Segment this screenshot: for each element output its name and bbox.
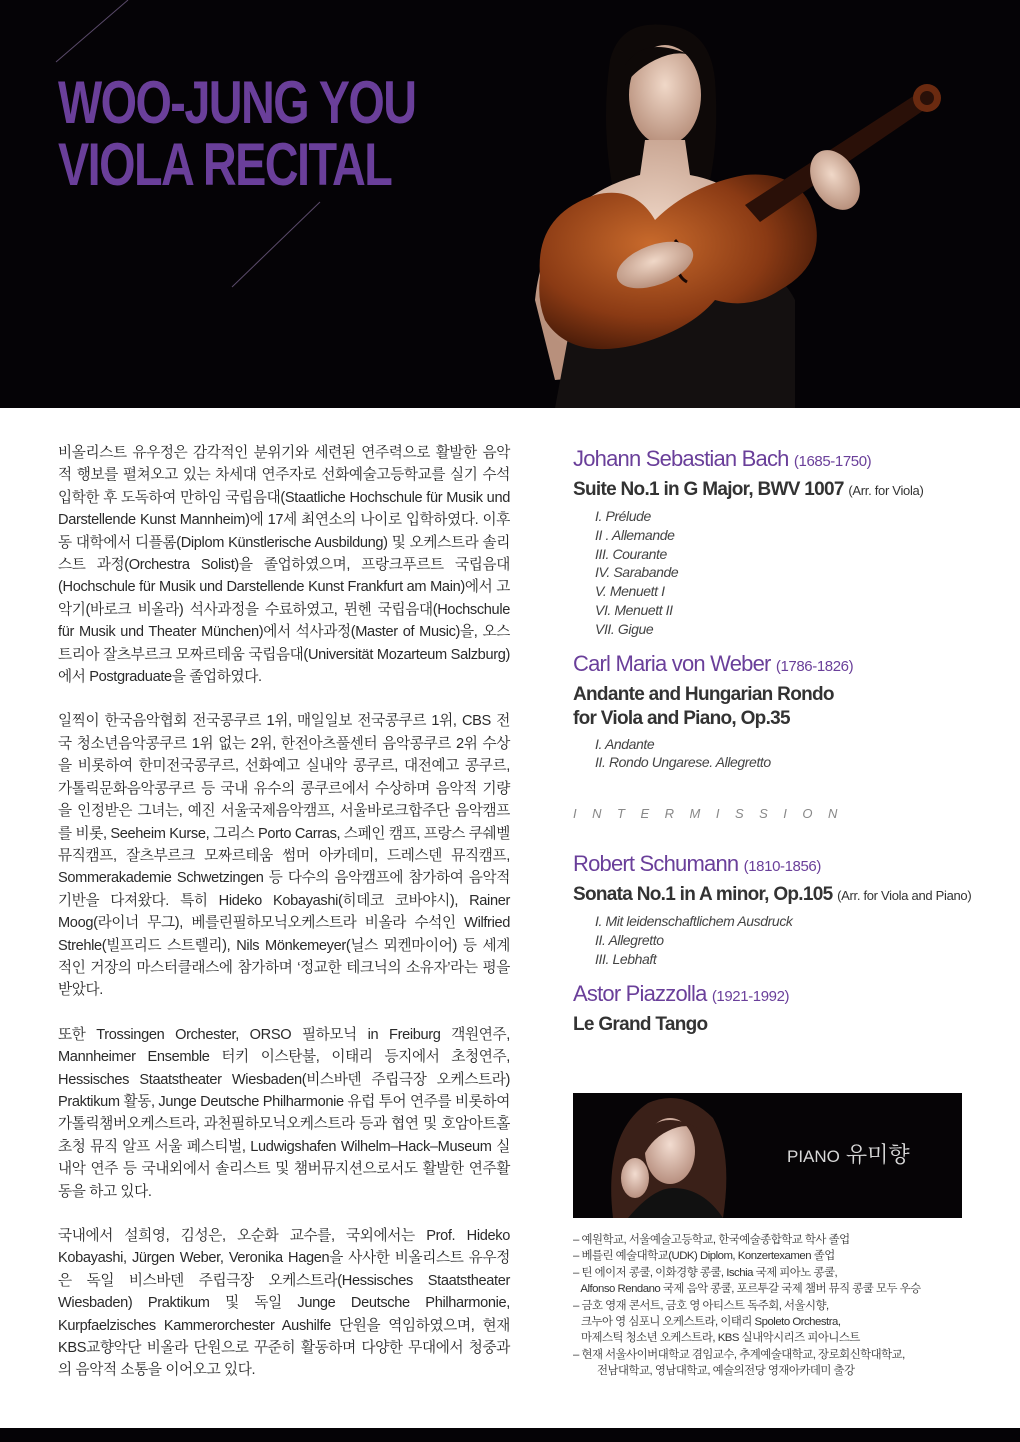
bio-paragraph: 또한 Trossingen Orchester, ORSO 필하모닉 in Freiburg 객원연주, Mannheimer Ensemble 터키 이스탄불, 이태리 등지에서 초청연주, Hessisches Staatstheater Wiesbaden(비스바덴 주립극장 오케스트라) Praktikum 활동, Junge Deutsche Philharmonie 유럽 투어 연주를 비롯하여 가톨릭챔버오케스트라, 과천필하모닉오케스트라 등과 협연 및 호암아트홀 초청 뮤직 알프 서울 페스티벌, Ludwigshafen Wilhelm–Hack–Museum 실내악 연주 등 국내외에서 솔리스트 및 챔버뮤지션으로서도 활발한 연주활동을 하고 있다. xyxy=(58,1026,510,1200)
pianist-credits xyxy=(573,1232,993,1380)
composer-years: (1786-1826) xyxy=(775,657,854,675)
decorative-lines xyxy=(0,0,400,408)
program-item-weber xyxy=(573,651,993,773)
biography xyxy=(58,442,510,1404)
credit-line: – 현재 서울사이버대학교 겸임교수, 추계예술대학교, 장로회신학대학교, xyxy=(573,1348,905,1361)
movement-list xyxy=(595,507,993,639)
violist-photo xyxy=(515,0,1020,408)
work-label: Suite No.1 in G Major, BWV 1007 xyxy=(573,479,844,500)
pianist-role: PIANO xyxy=(787,1147,840,1166)
intermission-label: INTERMISSION xyxy=(573,806,853,822)
movement: II. Rondo Ungarese. Allegretto xyxy=(595,754,771,771)
credit-line: – 예원학교, 서울예술고등학교, 한국예술종합학교 학사 졸업 xyxy=(573,1234,850,1246)
movement: I. Prélude xyxy=(595,508,651,524)
composer-label: Astor Piazzolla xyxy=(573,980,707,1006)
movement: II . Allemande xyxy=(595,526,675,543)
movement: II. Allegretto xyxy=(595,931,664,948)
credit-line: 마제스틱 청소년 오케스트라, KBS 실내악시리즈 피아니스트 xyxy=(573,1332,860,1345)
pianist-banner xyxy=(573,1093,962,1218)
pianist-name-label: 유미향 xyxy=(845,1142,910,1167)
credit-line: 전남대학교, 영남대학교, 예술의전당 영재아카데미 출강 xyxy=(573,1365,855,1378)
footer-bar xyxy=(0,1428,1020,1442)
arrangement-note: (Arr. for Viola and Piano) xyxy=(837,888,972,904)
composer-name xyxy=(573,446,993,472)
arrangement-note: (Arr. for Viola) xyxy=(848,483,924,498)
credit-line: Alfonso Rendano 국제 음악 콩쿨, 포르투갈 국제 챔버 뮤직 콩쿨 모두 우승 xyxy=(573,1283,921,1296)
program-item-schumann xyxy=(573,851,993,968)
work-title xyxy=(573,1013,993,1037)
credit-line: – 베를린 예술대학교(UDK) Diplom, Konzertexamen 졸업 xyxy=(573,1250,835,1263)
movement-list xyxy=(595,735,993,773)
bio-paragraph: 일찍이 한국음악협회 전국콩쿠르 1위, 매일일보 전국콩쿠르 1위, CBS 전국 청소년음악콩쿠르 1위 없는 2위, 한전아츠풀센터 음악콩쿠르 2위 수상을 비롯하여 한미전국콩쿠르, 선화예고 실내악 콩쿠르, 대전예고 콩쿠르, 가톨릭문화음악콩쿠르 등 국내 유수의 콩쿠르에서 수상하며 음악적 기량을 인정받은 그녀는, 예진 서울국제음악캠프, 서울바로크합주단 음악캠프를 비롯, Seeheim Kurse, 그리스 Porto Carras, 스페인 캠프, 프랑스 쿠쉐벨 뮤직캠프, 잘츠부르크 모짜르테움 썸머 아카데미, 드레스덴 뮤직캠프, Sommerakademie Schwetzingen 등 다수의 음악캠프에 참가하여 음악적 기반을 다져왔다. 특히 Hideko Kobayashi(히데코 코바야시), Rainer Moog(라이너 무그), 베를린필하모닉오케스트라 비올라 수석인 Wilfried Strehle(빌프리드 스트렐리), Nils Mönkemeyer(닐스 뫼켄마이어) 등 세계적인 거장의 마스터클래스에 참가하며 ‘정교한 테크닉의 소유자’라는 평을 받았다. xyxy=(58,713,510,999)
movement: VII. Gigue xyxy=(595,620,654,637)
movement: I. Andante xyxy=(595,735,655,752)
program-item-bach xyxy=(573,446,993,639)
header-banner xyxy=(0,0,1020,408)
work-label: Sonata No.1 in A minor, Op.105 xyxy=(573,884,833,906)
composer-years: (1685-1750) xyxy=(793,453,872,470)
recital-title xyxy=(58,69,416,198)
work-title xyxy=(573,478,993,503)
credit-line: – 틴 에이저 콩쿨, 이화경향 콩쿨, Ischia 국제 피아노 콩쿨, xyxy=(573,1266,838,1279)
bio-paragraph: 국내에서 설희영, 김성은, 오순화 교수를, 국외에서는 Prof. Hideko Kobayashi, Jürgen Weber, Veronika Hagen을 사사한 비올리스트 유우정은 독일 비스바덴 주립극장 오케스트라(Hessisches Staatstheater Wiesbaden) Praktikum 및 독일 Junge Deutsche Philharmonie, Kurpfaelzisches Kammerorchester Aushilfe 단원을 역임하였으며, 현재 KBS교향악단 비올라 단원으로 꾸준히 활동하며 다양한 무대에서 청중과의 음악적 소통을 이어오고 있다. xyxy=(58,1228,510,1379)
composer-years: (1810-1856) xyxy=(743,858,821,876)
program-list xyxy=(573,446,993,1049)
movement: VI. Menuett II xyxy=(595,601,673,618)
pianist-photo xyxy=(573,1093,773,1218)
movement: IV. Sarabande xyxy=(595,564,679,581)
title-line-2: VIOLA RECITAL xyxy=(58,131,392,198)
work-label: Le Grand Tango xyxy=(573,1013,708,1035)
composer-years: (1921-1992) xyxy=(711,987,790,1005)
movement-list xyxy=(595,912,993,968)
composer-name xyxy=(573,981,993,1007)
movement: I. Mit leidenschaftlichem Ausdruck xyxy=(595,913,793,930)
credit-line: 크누아 영 심포니 오케스트라, 이태리 Spoleto Orchestra, xyxy=(573,1316,841,1329)
movement: III. Courante xyxy=(595,545,667,562)
pianist-name xyxy=(787,1138,910,1169)
work-label-line-1: Andante and Hungarian Rondo xyxy=(573,683,834,705)
composer-label: Robert Schumann xyxy=(573,851,739,877)
credit-line: – 금호 영재 콘서트, 금호 영 아티스트 독주회, 서울시향, xyxy=(573,1299,829,1312)
composer-label: Johann Sebastian Bach xyxy=(573,446,789,471)
work-title xyxy=(573,883,993,908)
work-label-line-2: for Viola and Piano, Op.35 xyxy=(573,707,790,729)
title-line-1: WOO-JUNG YOU xyxy=(58,69,416,136)
work-title xyxy=(573,683,993,731)
bio-paragraph: 비올리스트 유우정은 감각적인 분위기와 세련된 연주력으로 활발한 음악적 행보를 펼쳐오고 있는 차세대 연주자로 선화예술고등학교를 실기 수석 입학한 후 도독하여 만하임 국립음대(Staatliche Hochschule für Musik und Darstellende Kunst Mannheim)에 17세 최연소의 나이로 입학하였다. 이후 동 대학에서 디플롬(Diplom Künstlerische Ausbildung) 및 오케스트라 솔리스트 과정(Orchestra Solist)을 졸업하였으며, 프랑크푸르트 국립음대(Hochschule für Musik und Darstellende Kunst Frankfurt am Main)에서 고악기(바로크 비올라) 석사과정을 수료하였고, 뮌헨 국립음대(Hochschule für Musik und Theater München)에서 석사과정(Master of Music)을, 오스트리아 잘츠부르크 모짜르테움 국립음대(Universität Mozarteum Salzburg)에서 Postgraduate을 졸업하였다. xyxy=(58,445,510,686)
movement: III. Lebhaft xyxy=(595,950,657,967)
composer-label: Carl Maria von Weber xyxy=(573,650,771,676)
movement: V. Menuett I xyxy=(595,583,665,600)
program-item-piazzolla xyxy=(573,981,993,1037)
composer-name xyxy=(573,651,993,677)
composer-name xyxy=(573,851,993,877)
